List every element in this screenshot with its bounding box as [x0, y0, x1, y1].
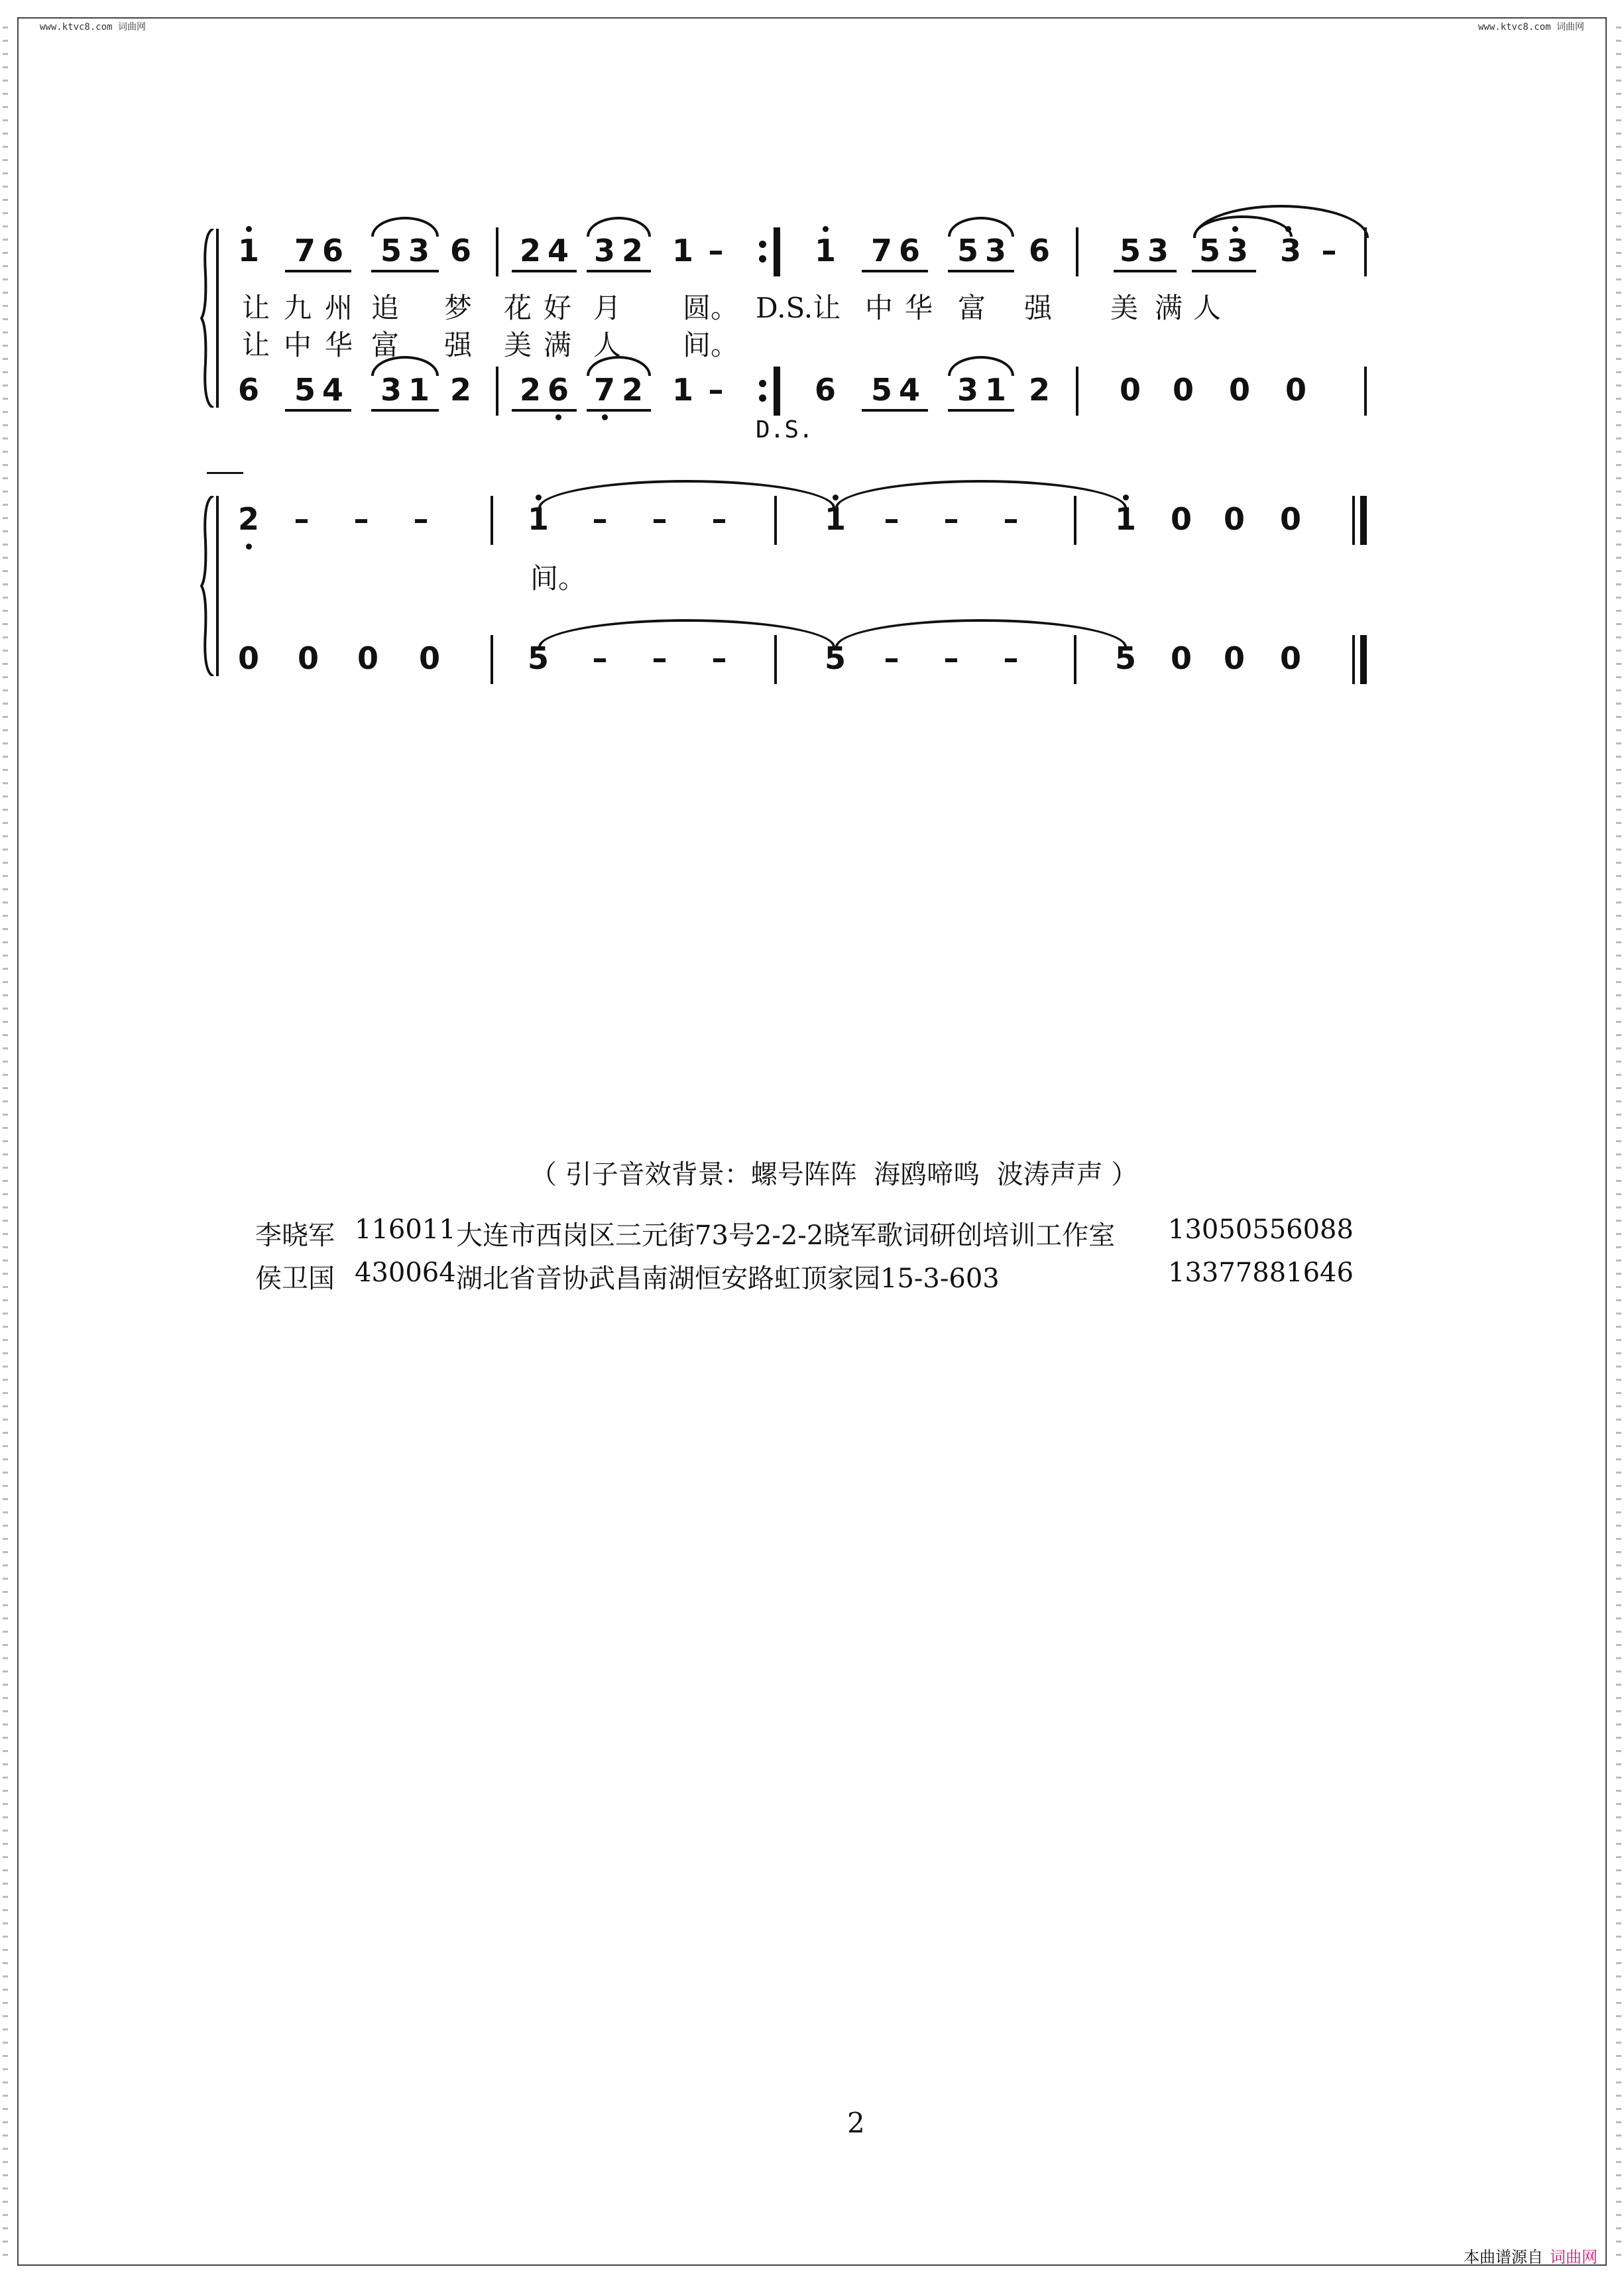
- jianpu-note: 2: [1028, 372, 1050, 408]
- jianpu-note: 3: [380, 372, 402, 408]
- jianpu-note: 5: [870, 372, 892, 408]
- jianpu-note: 5: [527, 640, 549, 676]
- beam-underline: [862, 409, 928, 412]
- sustain-dash: –: [592, 640, 608, 676]
- beam-underline: [1114, 270, 1177, 272]
- jianpu-note: 7: [294, 233, 316, 268]
- source-label: 本曲谱源自: [1464, 2248, 1543, 2266]
- sustain-dash: –: [884, 640, 899, 676]
- bar-line: [1076, 367, 1078, 416]
- contact-zip: 430064: [355, 1258, 456, 1288]
- jianpu-note: 2: [237, 501, 259, 537]
- beam-underline: [371, 270, 439, 272]
- jianpu-note: 0: [1285, 372, 1306, 408]
- repeat-dot: [759, 241, 766, 248]
- contact-zip: 116011: [355, 1214, 456, 1245]
- bar-line: [491, 496, 493, 545]
- octave-dot: [1123, 495, 1129, 500]
- beam-underline: [512, 270, 577, 272]
- jianpu-note: 5: [294, 372, 316, 408]
- low-octave-dot: [602, 414, 608, 420]
- jianpu-note: 6: [237, 372, 259, 408]
- lyric-syllable: 让: [242, 329, 270, 361]
- sustain-dash: –: [943, 640, 959, 676]
- sustain-dash: –: [708, 372, 724, 408]
- jianpu-note: 0: [1223, 501, 1245, 537]
- jianpu-note: 0: [1279, 640, 1301, 676]
- jianpu-note: 4: [547, 233, 569, 268]
- system-line: [216, 496, 219, 676]
- jianpu-note: 3: [957, 372, 978, 408]
- jianpu-note: 3: [1147, 233, 1169, 268]
- sustain-dash: –: [1321, 233, 1337, 268]
- lyric-syllable: 间。: [683, 329, 739, 361]
- jianpu-note: 4: [898, 372, 920, 408]
- lyric-syllable: 满: [1155, 292, 1183, 324]
- lyric-syllable: 人: [1193, 292, 1222, 324]
- jianpu-note: 0: [1119, 372, 1141, 408]
- contact-name: 侯卫国: [255, 1263, 335, 1294]
- jianpu-note: 5: [1198, 233, 1220, 268]
- sustain-dash: –: [1003, 501, 1019, 537]
- jianpu-note: 5: [380, 233, 402, 268]
- beam-underline: [285, 270, 351, 272]
- beam-underline: [587, 409, 651, 412]
- bar-line: [1352, 635, 1355, 684]
- jianpu-note: 2: [621, 372, 643, 408]
- jianpu-note: 1: [824, 501, 846, 537]
- ds-mark: D.S.: [756, 416, 813, 443]
- tie-continuation: [207, 472, 243, 474]
- jianpu-note: 2: [449, 372, 471, 408]
- jianpu-note: 6: [547, 372, 569, 408]
- page-number: 2: [847, 2107, 865, 2139]
- jianpu-note: 0: [1170, 501, 1192, 537]
- beam-underline: [587, 270, 651, 272]
- jianpu-note: 0: [1279, 501, 1301, 537]
- jianpu-note: 0: [1223, 640, 1245, 676]
- jianpu-note: 0: [1170, 640, 1192, 676]
- jianpu-note: 1: [237, 233, 259, 268]
- bar-line: [491, 635, 493, 684]
- contact-phone: 13377881646: [1168, 1258, 1354, 1288]
- jianpu-note: 3: [1226, 233, 1248, 268]
- contact-name: 李晓军: [255, 1220, 335, 1251]
- jianpu-note: 2: [519, 372, 541, 408]
- beam-underline: [512, 409, 577, 412]
- low-octave-dot: [246, 544, 252, 550]
- beam-underline: [862, 270, 928, 272]
- repeat-dot: [759, 380, 766, 387]
- lyric-syllable: 月: [593, 292, 622, 324]
- lyric-syllable: 富: [958, 292, 986, 324]
- sustain-dash: –: [413, 501, 429, 537]
- sustain-dash: –: [711, 640, 727, 676]
- lyric-syllable: 华: [905, 292, 933, 324]
- sustain-dash: –: [592, 501, 608, 537]
- sustain-dash: –: [711, 501, 727, 537]
- jianpu-note: 1: [408, 372, 430, 408]
- sustain-dash: –: [652, 501, 667, 537]
- repeat-bar: [774, 227, 780, 276]
- jianpu-note: 5: [824, 640, 846, 676]
- lyric-syllable: 梦: [444, 292, 473, 324]
- jianpu-note: 1: [527, 501, 549, 537]
- lyric-syllable: 人: [593, 329, 622, 361]
- sustain-dash: –: [294, 501, 310, 537]
- octave-dot: [536, 495, 542, 500]
- low-octave-dot: [1285, 226, 1291, 232]
- source-brand: 词曲网: [1550, 2248, 1597, 2266]
- beam-underline: [371, 409, 439, 412]
- jianpu-note: 6: [1028, 233, 1050, 268]
- jianpu-note: 1: [814, 233, 836, 268]
- lyric-syllable: 九: [284, 292, 312, 324]
- system-brace: [200, 496, 215, 676]
- final-bar-line: [1360, 635, 1367, 684]
- jianpu-note: 5: [957, 233, 978, 268]
- lyric-syllable: 美: [504, 329, 532, 361]
- system-brace: [200, 229, 215, 408]
- jianpu-note: 5: [1114, 640, 1136, 676]
- intro-note: （ 引子音效背景：螺号阵阵 海鸥啼鸣 波涛声声 ）: [530, 1159, 1138, 1190]
- bar-line: [1364, 227, 1367, 276]
- jianpu-note: 6: [814, 372, 836, 408]
- jianpu-note: 3: [984, 233, 1006, 268]
- contact-phone: 13050556088: [1168, 1214, 1354, 1245]
- jianpu-note: 3: [1279, 233, 1301, 268]
- lyric-syllable: 追: [371, 292, 400, 324]
- bar-line: [496, 227, 498, 276]
- bar-line: [1364, 367, 1367, 416]
- lyric-syllable: 强: [444, 329, 473, 361]
- octave-dot: [823, 226, 829, 232]
- beam-underline: [1192, 270, 1256, 272]
- jianpu-note: 3: [408, 233, 430, 268]
- lyric-syllable: 好: [544, 292, 572, 324]
- jianpu-note: 0: [1172, 372, 1194, 408]
- final-bar-line: [1360, 496, 1367, 545]
- low-octave-dot: [1232, 226, 1238, 232]
- left-edge-watermark: [3, 27, 8, 2256]
- beam-underline: [948, 270, 1014, 272]
- jianpu-note: 0: [237, 640, 259, 676]
- header-right: www.ktvc8.com 词曲网: [1478, 22, 1584, 32]
- system-line: [216, 229, 219, 408]
- beam-underline: [948, 409, 1014, 412]
- jianpu-note: 5: [1119, 233, 1141, 268]
- right-edge-watermark: [1616, 27, 1621, 2256]
- bar-line: [1352, 496, 1355, 545]
- sustain-dash: –: [1003, 640, 1019, 676]
- repeat-bar: [774, 367, 780, 416]
- bar-line: [496, 367, 498, 416]
- lyric-syllable: 中: [284, 329, 312, 361]
- lyric-syllable: 强: [1024, 292, 1053, 324]
- octave-dot: [833, 495, 839, 500]
- lyric-syllable: 州: [325, 292, 353, 324]
- jianpu-note: 1: [671, 372, 693, 408]
- lyric-syllable: 富: [371, 329, 400, 361]
- bar-line: [1076, 227, 1078, 276]
- jianpu-note: 3: [593, 233, 615, 268]
- beam-underline: [285, 409, 351, 412]
- lyric-syllable: 间。: [530, 562, 587, 595]
- sustain-dash: –: [652, 640, 667, 676]
- jianpu-note: 1: [671, 233, 693, 268]
- source-footer: [1464, 2244, 1597, 2267]
- lyric-syllable: D.S.让: [756, 292, 841, 324]
- low-octave-dot: [555, 414, 561, 420]
- jianpu-note: 0: [357, 640, 378, 676]
- jianpu-note: 6: [449, 233, 471, 268]
- sustain-dash: –: [884, 501, 899, 537]
- header-left: www.ktvc8.com 词曲网: [40, 22, 146, 32]
- repeat-dot: [759, 255, 766, 263]
- contact-address: 大连市西岗区三元街73号2-2-2晓军歌词研创培训工作室: [456, 1220, 1116, 1251]
- lyric-syllable: 让: [242, 292, 270, 324]
- jianpu-note: 1: [984, 372, 1006, 408]
- jianpu-note: 2: [621, 233, 643, 268]
- sustain-dash: –: [353, 501, 369, 537]
- jianpu-note: 6: [898, 233, 920, 268]
- lyric-syllable: 华: [325, 329, 353, 361]
- repeat-dot: [759, 394, 766, 402]
- jianpu-note: 1: [1114, 501, 1136, 537]
- jianpu-note: 0: [1228, 372, 1250, 408]
- lyric-syllable: 满: [544, 329, 572, 361]
- contact-address: 湖北省音协武昌南湖恒安路虹顶家园15-3-603: [456, 1263, 1000, 1294]
- lyric-syllable: 圆。: [683, 292, 739, 324]
- jianpu-note: 6: [321, 233, 343, 268]
- jianpu-note: 0: [297, 640, 319, 676]
- jianpu-note: 0: [418, 640, 440, 676]
- sustain-dash: –: [943, 501, 959, 537]
- jianpu-note: 2: [519, 233, 541, 268]
- jianpu-note: 4: [321, 372, 343, 408]
- sustain-dash: –: [708, 233, 724, 268]
- jianpu-note: 7: [870, 233, 892, 268]
- lyric-syllable: 中: [865, 292, 894, 324]
- lyric-syllable: 美: [1110, 292, 1139, 324]
- jianpu-note: 7: [593, 372, 615, 408]
- octave-dot: [246, 226, 252, 232]
- lyric-syllable: 花: [504, 292, 532, 324]
